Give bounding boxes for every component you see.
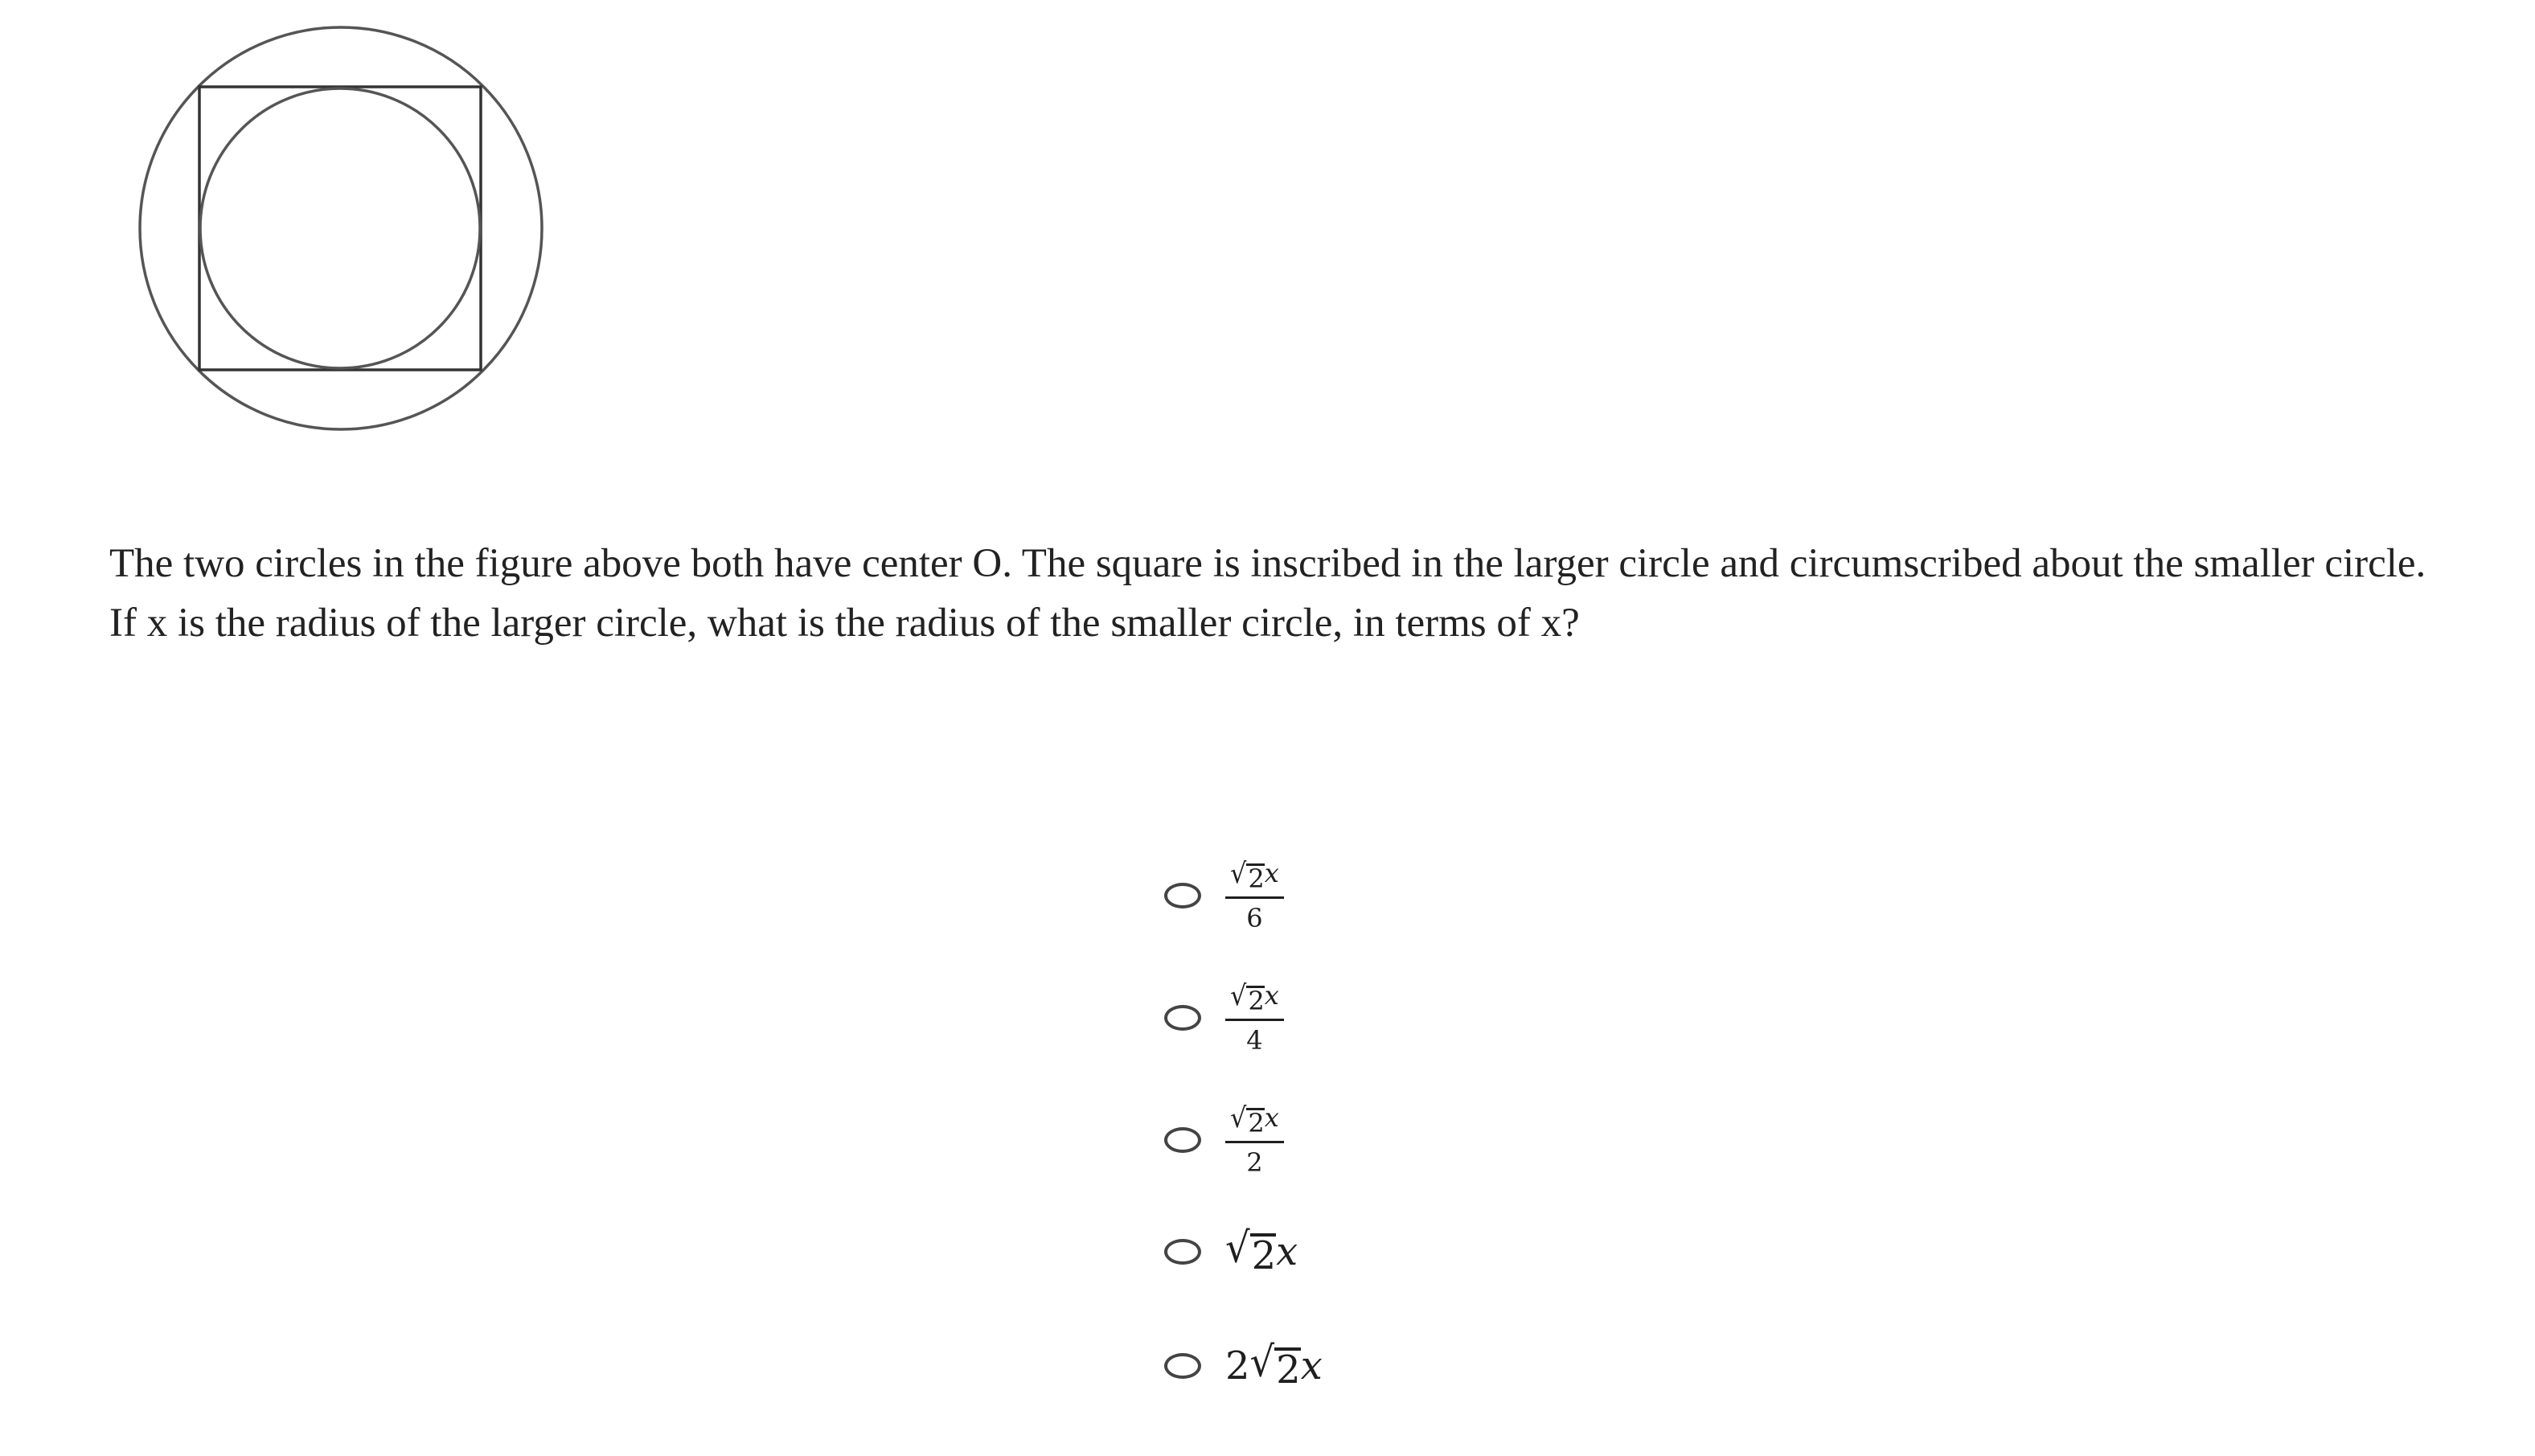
sqrt-icon: √ xyxy=(1225,1223,1250,1273)
choice-a-expression xyxy=(1225,856,1284,933)
radio-button-b[interactable] xyxy=(1164,1005,1201,1031)
choice-e-expression: 2 √ 2 x xyxy=(1225,1337,1323,1392)
fraction xyxy=(1225,1101,1284,1178)
choice-a[interactable] xyxy=(1164,856,1284,933)
numerator: √ 2 x xyxy=(1225,982,1284,1021)
choice-b-expression xyxy=(1225,978,1284,1056)
coefficient: 2 xyxy=(1225,1343,1250,1388)
fraction xyxy=(1225,856,1284,933)
choice-d-expression: √ 2 x xyxy=(1225,1223,1298,1278)
numerator: √ 2 x xyxy=(1225,1105,1284,1143)
radio-button-e[interactable] xyxy=(1164,1353,1201,1379)
choice-b[interactable] xyxy=(1164,978,1284,1056)
choice-c[interactable] xyxy=(1164,1101,1284,1178)
smaller-circle xyxy=(200,88,480,368)
numerator: √ 2 x xyxy=(1225,860,1284,899)
choice-d[interactable] xyxy=(1164,1223,1298,1278)
sqrt-icon: √ xyxy=(1230,1101,1247,1134)
denominator: 2 xyxy=(1246,1147,1263,1178)
choice-e[interactable] xyxy=(1164,1337,1323,1392)
sqrt-icon: √ xyxy=(1230,856,1247,890)
fraction xyxy=(1225,978,1284,1056)
choice-c-expression xyxy=(1225,1101,1284,1178)
question-text: The two circles in the figure above both have center O. The square is inscribed in the larger circle and circumscribed about the smaller circle. If x is the radius of the larger circle, what is the radius of the smaller circle, in terms of x? xyxy=(109,541,2426,646)
denominator: 6 xyxy=(1246,903,1263,933)
denominator: 4 xyxy=(1246,1025,1263,1056)
radio-button-c[interactable] xyxy=(1164,1127,1201,1153)
radio-button-a[interactable] xyxy=(1164,883,1201,908)
radio-button-d[interactable] xyxy=(1164,1239,1201,1265)
geometry-figure xyxy=(129,14,563,457)
sqrt-icon: √ xyxy=(1249,1337,1275,1387)
sqrt-icon: √ xyxy=(1230,978,1247,1012)
